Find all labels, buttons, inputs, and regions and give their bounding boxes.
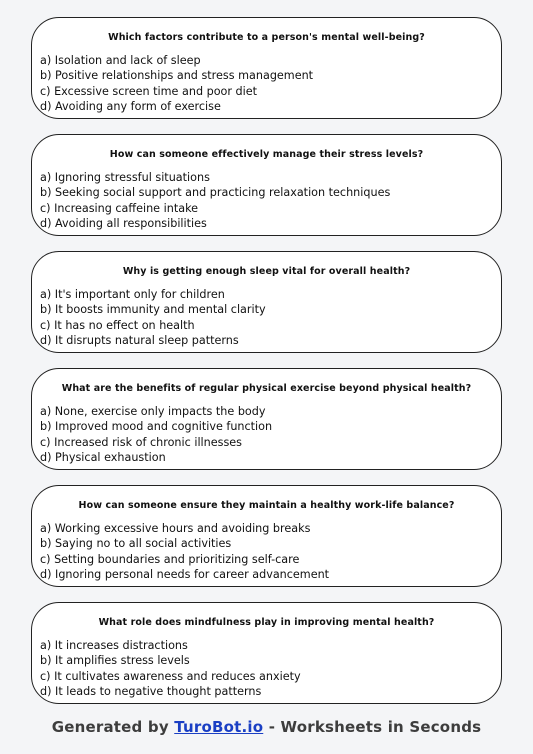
answer-options <box>40 287 266 348</box>
answer-options <box>40 521 329 582</box>
answer-options <box>40 170 390 231</box>
option-a: a) It increases distractions <box>40 639 188 652</box>
question-text: What are the benefits of regular physical exercise beyond physical health? <box>61 383 472 394</box>
question-text: How can someone ensure they maintain a healthy work-life balance? <box>78 500 455 511</box>
question-text: Which factors contribute to a person's mental well-being? <box>108 32 425 43</box>
footer-suffix: - Worksheets in Seconds <box>263 718 482 736</box>
option-b: b) It boosts immunity and mental clarity <box>40 303 266 317</box>
option-c: c) Excessive screen time and poor diet <box>40 84 258 98</box>
option-b: b) Seeking social support and practicing relaxation techniques <box>40 186 391 200</box>
option-b: b) Saying no to all social activities <box>40 537 232 551</box>
option-b: b) It amplifies stress levels <box>40 654 190 668</box>
option-d: d) Physical exhaustion <box>40 450 166 464</box>
option-b: b) Improved mood and cognitive function <box>40 420 273 434</box>
option-c: c) Increasing caffeine intake <box>40 201 199 215</box>
option-c: c) It cultivates awareness and reduces anxiety <box>40 669 301 683</box>
option-b: b) Positive relationships and stress management <box>40 69 314 83</box>
option-c: c) It has no effect on health <box>40 318 195 332</box>
question-card-1 <box>31 17 502 119</box>
option-d: d) Avoiding any form of exercise <box>40 99 221 113</box>
question-card-5 <box>31 485 502 587</box>
question-card-4 <box>31 368 502 470</box>
question-card-2 <box>31 134 502 236</box>
option-d: d) Ignoring personal needs for career advancement <box>40 567 330 581</box>
answer-options <box>40 53 313 114</box>
option-d: d) It disrupts natural sleep patterns <box>40 333 239 347</box>
question-text: How can someone effectively manage their stress levels? <box>109 149 424 160</box>
question-text: What role does mindfulness play in improving mental health? <box>98 617 435 628</box>
footer-prefix: Generated by <box>51 718 175 736</box>
option-d: d) It leads to negative thought patterns <box>40 684 262 698</box>
answer-options <box>40 404 272 465</box>
option-a: a) Isolation and lack of sleep <box>40 54 201 67</box>
option-c: c) Setting boundaries and prioritizing self-care <box>40 552 300 566</box>
turobot-link[interactable]: TuroBot.io <box>174 718 264 736</box>
option-a: a) Working excessive hours and avoiding breaks <box>40 522 311 535</box>
question-card-6 <box>31 602 502 704</box>
option-a: a) It's important only for children <box>40 288 225 301</box>
option-c: c) Increased risk of chronic illnesses <box>40 435 242 449</box>
option-a: a) None, exercise only impacts the body <box>40 405 266 418</box>
question-card-3 <box>31 251 502 353</box>
footer-credit <box>0 718 533 736</box>
option-d: d) Avoiding all responsibilities <box>40 216 207 230</box>
question-text: Why is getting enough sleep vital for overall health? <box>122 266 411 277</box>
option-a: a) Ignoring stressful situations <box>40 171 210 184</box>
answer-options <box>40 638 301 699</box>
